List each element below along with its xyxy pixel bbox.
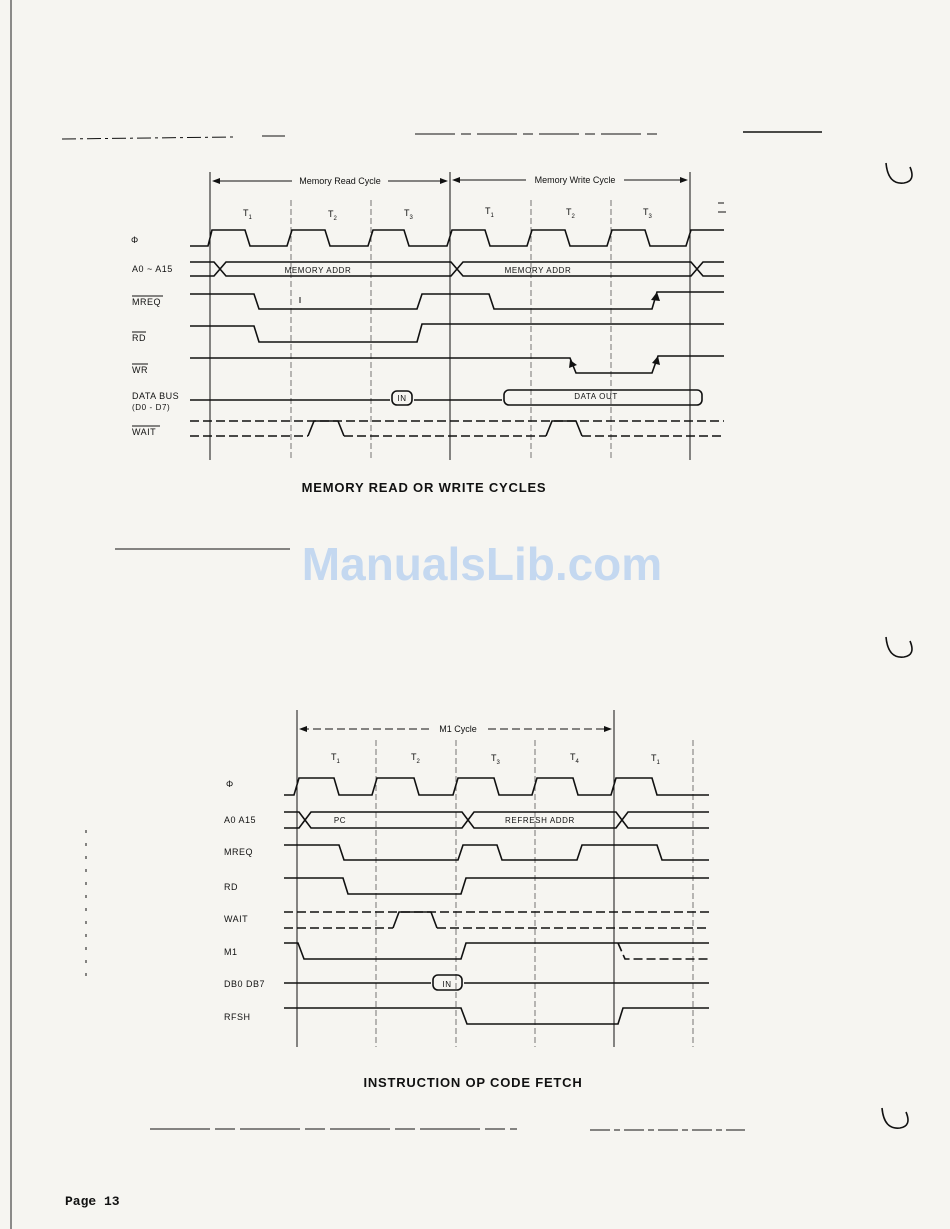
data-in-label: IN [442,980,452,989]
top-rule [62,132,822,139]
m1-waveform [284,943,709,959]
data-bus-sublabel: (D0 - D7) [132,403,171,412]
pc-label: PC [333,816,347,825]
t-state-label: $T_4$ [570,752,579,765]
mreq-arrow [651,292,660,301]
watermark: ManualsLib.com [301,538,663,590]
clock-waveform [284,778,709,795]
mreq-label: MREQ [224,847,253,857]
binder-hole-top [886,163,912,183]
memory-read-write-diagram [131,172,726,495]
wr-label: WR [132,365,148,375]
wait-label: WAIT [224,914,249,924]
t-state-label: $T_3$ [491,753,500,766]
t-state-label: $T_3$ [404,208,413,221]
data-bus-waveform [190,390,702,405]
t-state-label: $T_2$ [411,752,420,765]
t-state-label: $T_1$ [485,206,494,219]
bottom-rule [150,1129,745,1130]
address-read-label: MEMORY ADDR [284,266,352,275]
t-state-labels [243,206,653,222]
mreq-label: MREQ [132,297,161,307]
mreq-waveform [284,845,709,860]
data-bus-waveform [284,975,709,990]
wait-waveform [190,421,724,436]
m1-cycle-label: M1 Cycle [439,724,477,734]
t-state-label: $T_2$ [566,207,575,220]
address-label: A0 A15 [224,815,257,825]
rd-label: RD [132,333,146,343]
memory-read-cycle-label: Memory Read Cycle [299,176,381,186]
address-write-label: MEMORY ADDR [504,266,572,275]
mreq-waveform [190,292,724,309]
wait-label: WAIT [132,427,157,437]
m1-label: M1 [224,947,238,957]
memory-write-cycle-label: Memory Write Cycle [534,175,616,185]
clock-waveform [190,230,724,246]
data-bus-label: DATA BUS [132,391,180,401]
binder-hole-middle [886,637,912,657]
t-state-labels [331,752,661,766]
address-label: A0 ~ A15 [132,264,173,274]
diagram2-caption: INSTRUCTION OP CODE FETCH [363,1075,583,1090]
rd-waveform [284,878,709,894]
t-state-label: $T_3$ [643,207,652,220]
rfsh-label: RFSH [224,1012,251,1022]
rd-label: RD [224,882,238,892]
page-number: Page 13 [65,1194,120,1209]
diagram1-caption: MEMORY READ OR WRITE CYCLES [301,480,547,495]
opcode-fetch-diagram [224,710,709,1090]
clock-label: Φ [131,235,139,245]
data-in-label: IN [397,394,407,403]
clock-label: Φ [226,779,234,789]
t-state-label: $T_1$ [243,208,252,221]
wr-waveform [190,356,724,373]
address-bus-waveform [284,812,709,828]
address-bus-waveform [190,262,724,276]
t-state-label: $T_2$ [328,209,337,222]
t-state-label: $T_1$ [651,753,660,766]
data-out-label: DATA OUT [574,392,618,401]
binder-hole-bottom [882,1108,908,1128]
data-bus-label: DB0 DB7 [224,979,266,989]
refresh-address-label: REFRESH ADDR [505,816,575,825]
wr-arrow [652,356,660,365]
t-state-label: $T_1$ [331,752,340,765]
wait-waveform [284,912,709,928]
rd-waveform [190,324,724,342]
rfsh-waveform [284,1008,709,1024]
